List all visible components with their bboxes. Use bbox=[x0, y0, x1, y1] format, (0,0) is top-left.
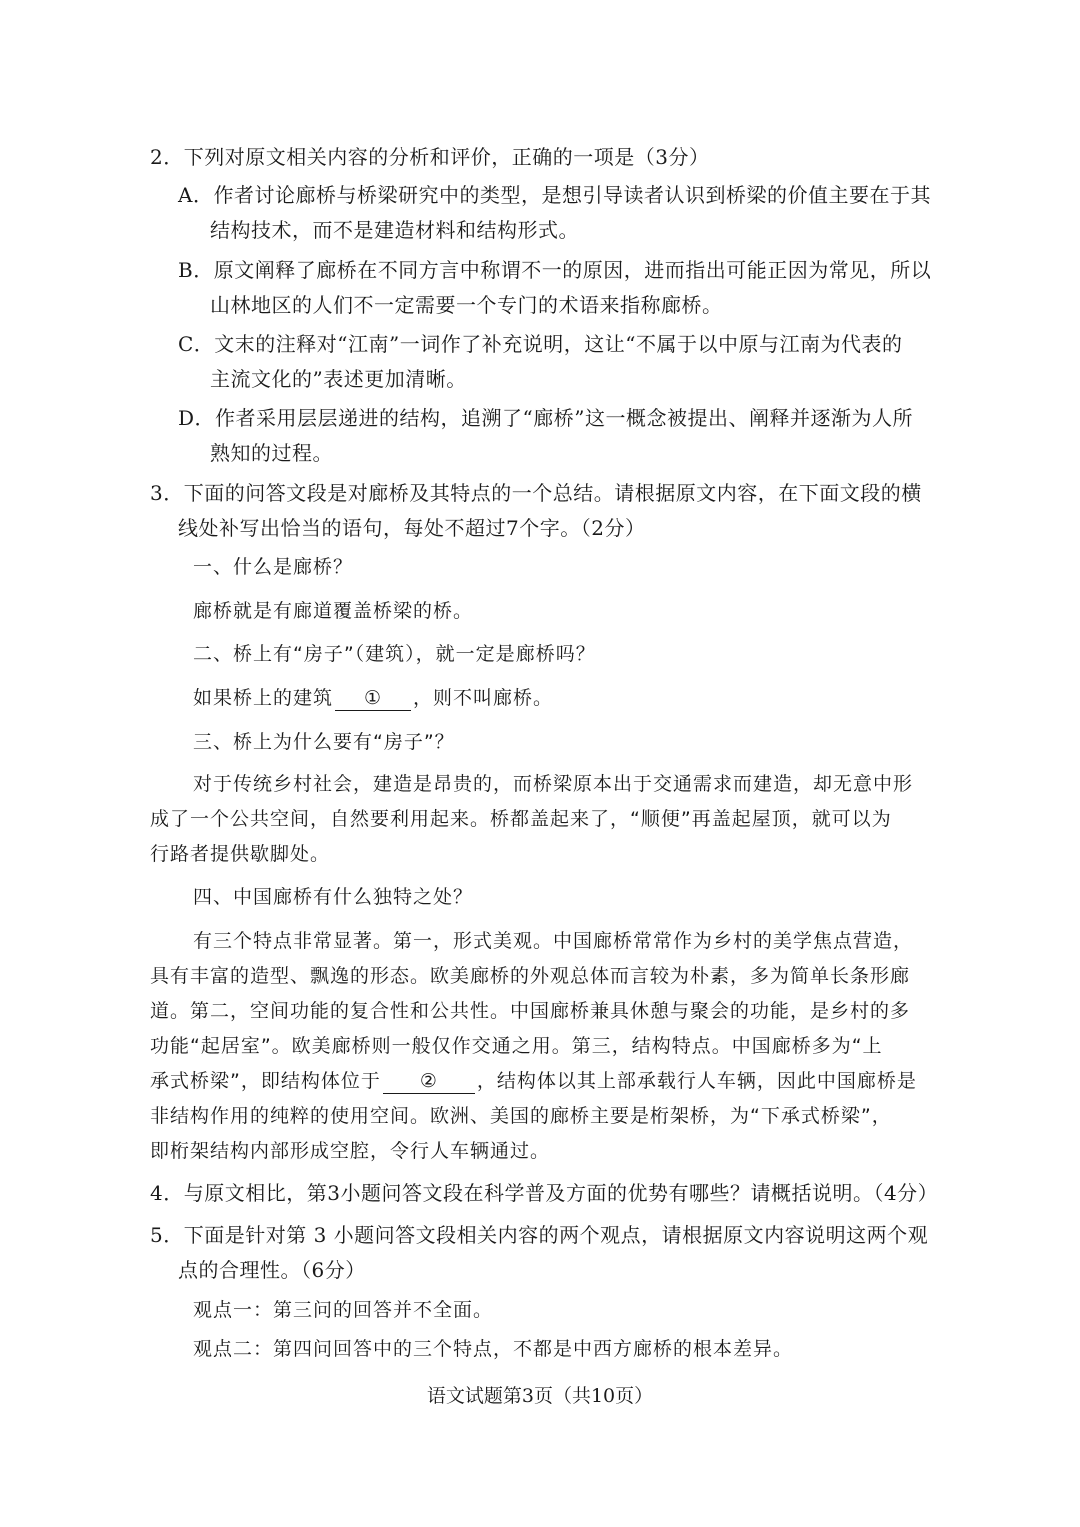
q3-answer-4-line2: 具有丰富的造型、飘逸的形态。欧美廊桥的外观总体而言较为朴素，多为简单长条形廊 bbox=[150, 965, 911, 987]
q2-option-b-line2: 山林地区的人们不一定需要一个专门的术语来指称廊桥。 bbox=[210, 293, 723, 317]
q3-answer-3-line2: 成了一个公共空间，自然要利用起来。桥都盖起来了，“顺便”再盖起屋顶，就可以为 bbox=[150, 808, 892, 830]
q3-answer-2 bbox=[193, 684, 553, 712]
q2-option-d-line1: D．作者采用层层递进的结构，追溯了“廊桥”这一概念被提出、阐释并逐渐为人所 bbox=[178, 406, 913, 430]
q5-stem-line2: 点的合理性。（6分） bbox=[178, 1258, 366, 1282]
q3-heading-1: 一、什么是廊桥？ bbox=[193, 556, 354, 578]
q3-answer-4-line5 bbox=[150, 1067, 917, 1095]
q3-answer-2-post: ，则不叫廊桥。 bbox=[413, 687, 554, 709]
q3-answer-4-line6: 非结构作用的纯粹的使用空间。欧洲、美国的廊桥主要是桁架桥，为“下承式桥梁”， bbox=[150, 1105, 892, 1127]
q3-answer-4-line3: 道。第二，空间功能的复合性和公共性。中国廊桥兼具休憩与聚会的功能，是乡村的多 bbox=[150, 1000, 911, 1022]
q3-heading-2: 二、桥上有“房子”（建筑），就一定是廊桥吗？ bbox=[193, 643, 596, 665]
q3-answer-1: 廊桥就是有廊道覆盖桥梁的桥。 bbox=[193, 600, 474, 622]
q3-answer-3-line3: 行路者提供歇脚处。 bbox=[150, 843, 331, 865]
q3-answer-3-line1: 对于传统乡村社会，建造是昂贵的，而桥梁原本出于交通需求而建造，却无意中形 bbox=[193, 773, 914, 795]
q3-stem-line1: 3．下面的问答文段是对廊桥及其特点的一个总结。请根据原文内容，在下面文段的横 bbox=[150, 481, 922, 505]
q4-stem: 4．与原文相比，第3小题问答文段在科学普及方面的优势有哪些？请概括说明。（4分） bbox=[150, 1181, 939, 1205]
q3-answer-4-line1: 有三个特点非常显著。第一，形式美观。中国廊桥常常作为乡村的美学焦点营造， bbox=[193, 930, 914, 952]
q2-option-a-line1: A．作者讨论廊桥与桥梁研究中的类型，是想引导读者认识到桥梁的价值主要在于其 bbox=[178, 183, 931, 207]
q2-option-d-line2: 熟知的过程。 bbox=[210, 441, 333, 465]
fill-blank-2[interactable]: ② bbox=[383, 1069, 475, 1094]
q3-heading-4: 四、中国廊桥有什么独特之处？ bbox=[193, 886, 474, 908]
q3-heading-3: 三、桥上为什么要有“房子”？ bbox=[193, 731, 455, 753]
q5-viewpoint-2: 观点二：第四问回答中的三个特点，不都是中西方廊桥的根本差异。 bbox=[193, 1338, 794, 1360]
q2-option-b-line1: B．原文阐释了廊桥在不同方言中称谓不一的原因，进而指出可能正因为常见，所以 bbox=[178, 258, 932, 282]
q3-answer-4-line5-post: ，结构体以其上部承载行人车辆，因此中国廊桥是 bbox=[476, 1070, 917, 1092]
q5-viewpoint-1: 观点一：第三问的回答并不全面。 bbox=[193, 1299, 494, 1321]
fill-blank-1[interactable]: ① bbox=[335, 686, 411, 711]
q2-option-a-line2: 结构技术，而不是建造材料和结构形式。 bbox=[210, 218, 579, 242]
page-footer: 语文试题第3页（共10页） bbox=[426, 1385, 654, 1407]
q3-answer-4-line5-pre: 承式桥梁”，即结构体位于 bbox=[150, 1070, 381, 1092]
q3-stem-line2: 线处补写出恰当的语句，每处不超过7个字。（2分） bbox=[178, 516, 646, 540]
q5-stem-line1: 5．下面是针对第 3 小题问答文段相关内容的两个观点，请根据原文内容说明这两个观 bbox=[150, 1223, 929, 1247]
q2-stem: 2．下列对原文相关内容的分析和评价，正确的一项是（3分） bbox=[150, 145, 710, 169]
q3-answer-4-line4: 功能“起居室”。欧美廊桥则一般仅作交通之用。第三，结构特点。中国廊桥多为“上 bbox=[150, 1035, 883, 1057]
q2-option-c-line1: C．文末的注释对“江南”一词作了补充说明，这让“不属于以中原与江南为代表的 bbox=[178, 332, 903, 356]
q2-option-c-line2: 主流文化的”表述更加清晰。 bbox=[210, 367, 467, 391]
q3-answer-4-line7: 即桁架结构内部形成空腔，令行人车辆通过。 bbox=[150, 1140, 551, 1162]
q3-answer-2-pre: 如果桥上的建筑 bbox=[193, 687, 334, 709]
